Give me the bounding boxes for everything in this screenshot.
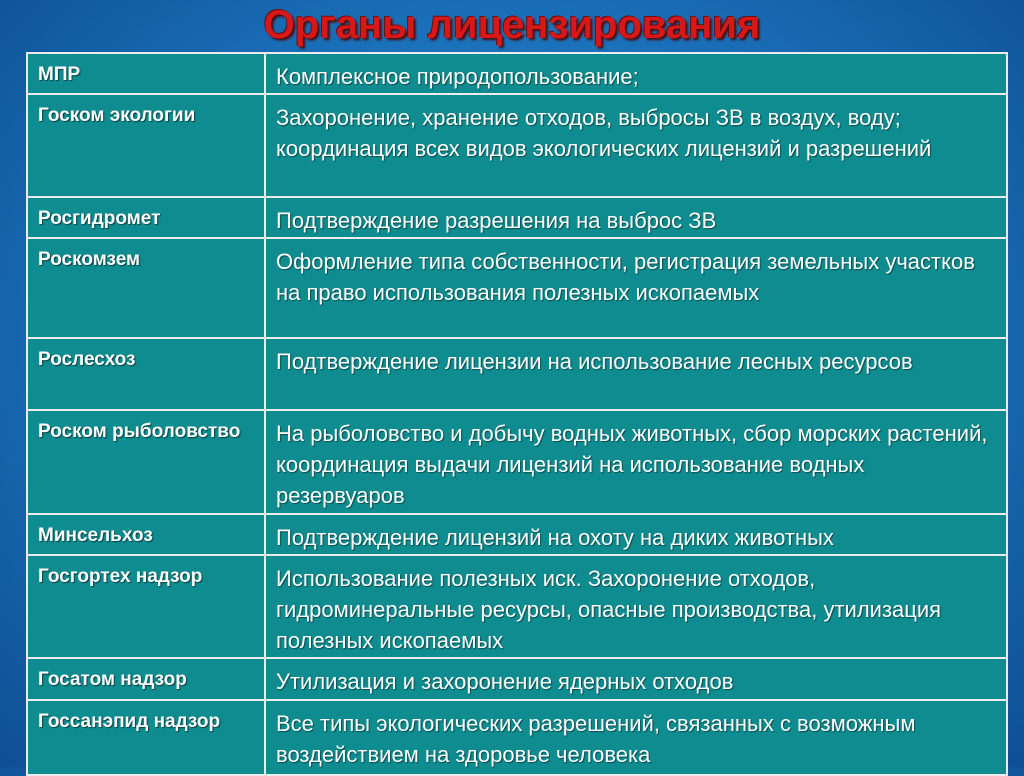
org-name: Госсанэпид надзор	[27, 700, 265, 775]
org-name: МПР	[27, 53, 265, 94]
org-description: Использование полезных иск. Захоронение отходов, гидроминеральные ресурсы, опасные производства, утилизация полезных ископаемых	[265, 555, 1007, 658]
table-row	[27, 555, 1007, 658]
org-description: Захоронение, хранение отходов, выбросы ЗВ в воздух, воду; координация всех видов экологических лицензий и разрешений	[265, 94, 1007, 197]
table-row	[27, 410, 1007, 514]
org-name: Роскомзем	[27, 238, 265, 338]
licensing-table	[26, 52, 1008, 776]
org-description: Комплексное природопользование;	[265, 53, 1007, 94]
org-name: Росгидромет	[27, 197, 265, 238]
org-name: Минсельхоз	[27, 514, 265, 555]
table-row	[27, 94, 1007, 197]
table-row	[27, 197, 1007, 238]
org-name: Госгортех надзор	[27, 555, 265, 658]
page-title: Органы лицензирования	[263, 3, 761, 47]
org-name: Рослесхоз	[27, 338, 265, 410]
table-row	[27, 514, 1007, 555]
table-row	[27, 338, 1007, 410]
org-description: Утилизация и захоронение ядерных отходов	[265, 658, 1007, 700]
org-description: Подтверждение разрешения на выброс ЗВ	[265, 197, 1007, 238]
org-name: Госатом надзор	[27, 658, 265, 700]
org-description: Подтверждение лицензий на охоту на диких животных	[265, 514, 1007, 555]
org-name: Госком экологии	[27, 94, 265, 197]
table-row	[27, 658, 1007, 700]
table-row	[27, 700, 1007, 775]
org-description: Оформление типа собственности, регистрация земельных участков на право использования полезных ископаемых	[265, 238, 1007, 338]
org-description: Подтверждение лицензии на использование лесных ресурсов	[265, 338, 1007, 410]
org-description: Все типы экологических разрешений, связанных с возможным воздействием на здоровье человека	[265, 700, 1007, 775]
org-description: На рыболовство и добычу водных животных, сбор морских растений, координация выдачи лицензий на использование водных резервуаров	[265, 410, 1007, 514]
table-row	[27, 53, 1007, 94]
org-name: Роском рыболовство	[27, 410, 265, 514]
table-row	[27, 238, 1007, 338]
